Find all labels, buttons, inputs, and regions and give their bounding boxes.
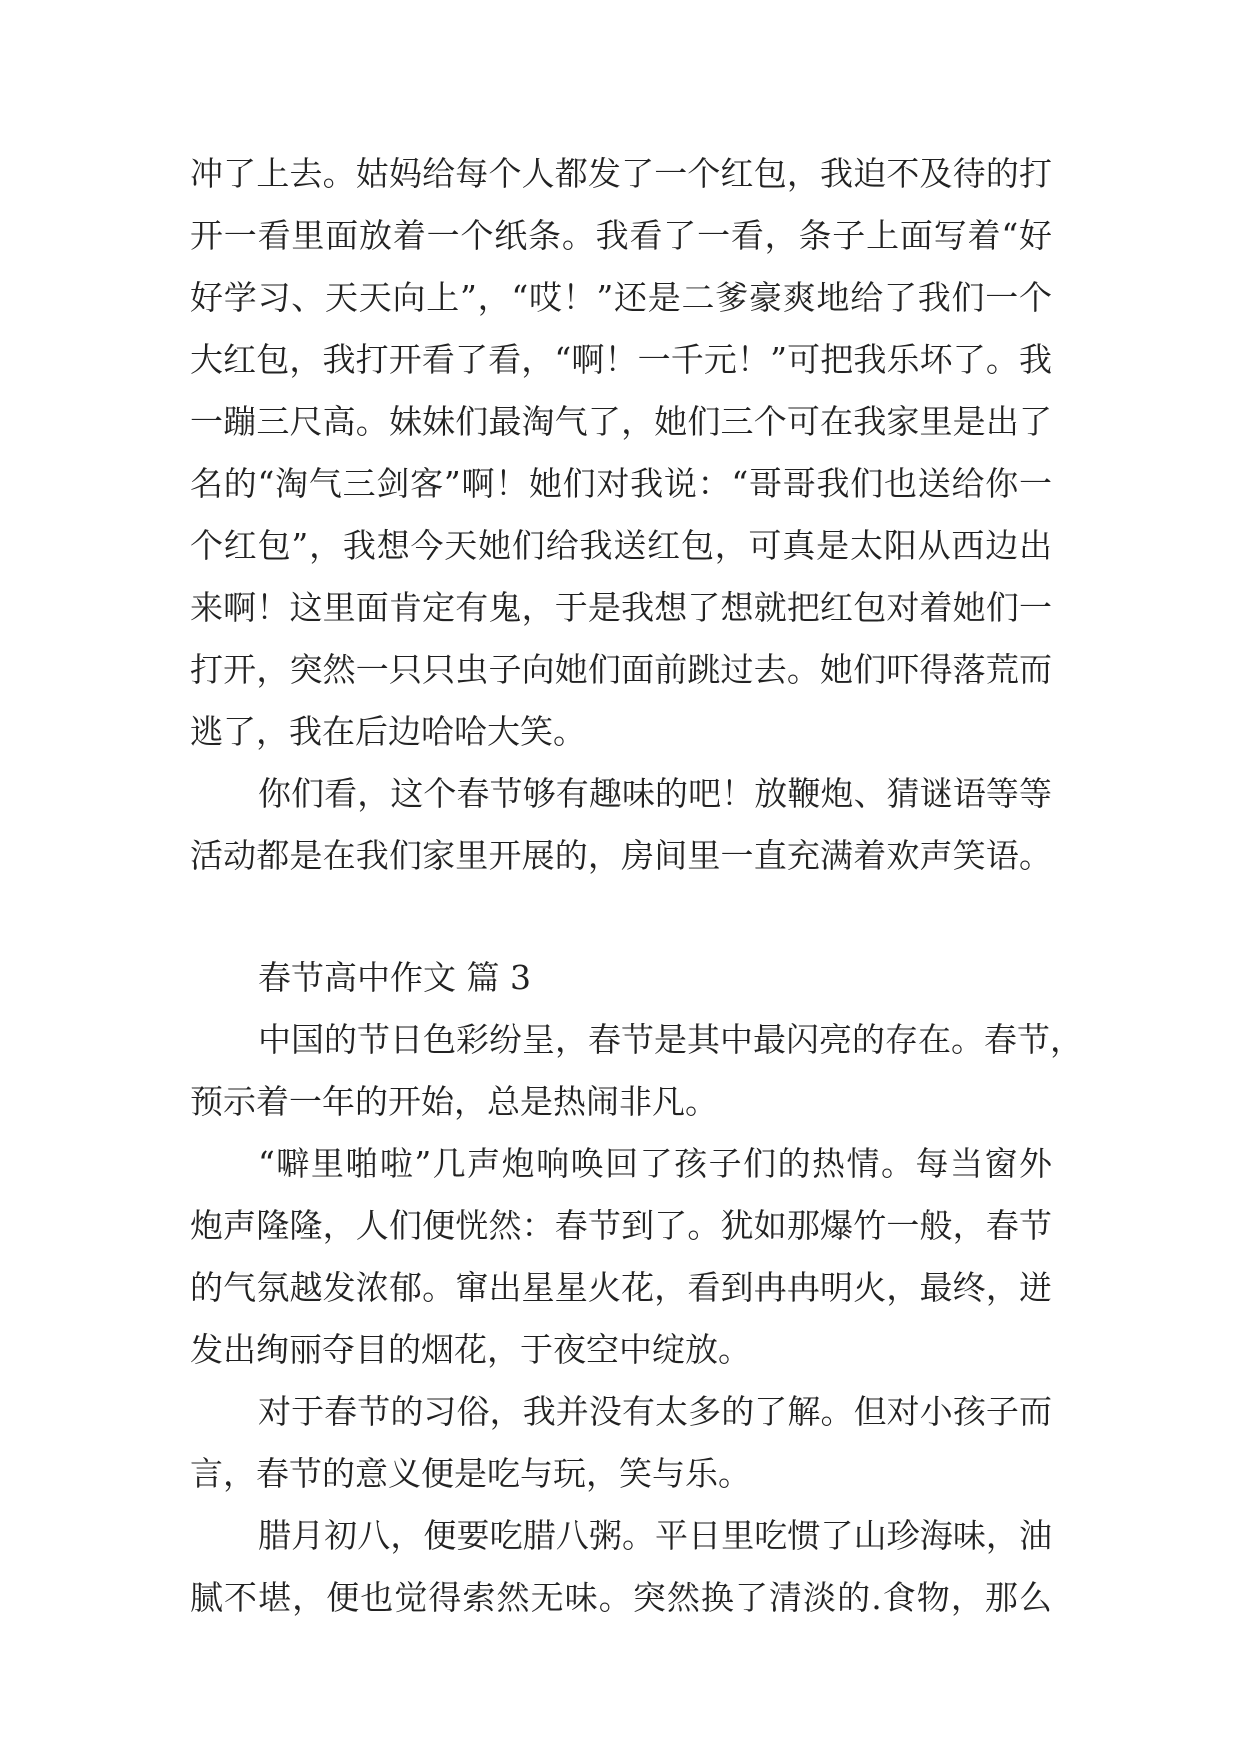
paragraph-line: 腊月初八，便要吃腊八粥。平日里吃惯了山珍海味，油 [258, 1516, 1052, 1555]
paragraph-line: 打开，突然一只只虫子向她们面前跳过去。她们吓得落荒而 [190, 650, 1052, 689]
paragraph-line: 的气氛越发浓郁。窜出星星火花，看到冉冉明火，最终，迸 [190, 1268, 1052, 1307]
paragraph-line: 大红包，我打开看了看，“啊！一千元！”可把我乐坏了。我 [190, 340, 1052, 379]
paragraph-line: 活动都是在我们家里开展的，房间里一直充满着欢声笑语。 [190, 836, 1052, 875]
paragraph-line: “噼里啪啦”几声炮响唤回了孩子们的热情。每当窗外 [258, 1144, 1052, 1183]
paragraph-line: 逃了，我在后边哈哈大笑。 [190, 712, 586, 751]
paragraph-line: 中国的节日色彩纷呈，春节是其中最闪亮的存在。春节， [258, 1020, 1083, 1059]
paragraph-line: 腻不堪，便也觉得索然无味。突然换了清淡的.食物，那么 [190, 1578, 1052, 1617]
paragraph-line: 发出绚丽夺目的烟花，于夜空中绽放。 [190, 1330, 751, 1369]
paragraph-line: 好学习、天天向上”，“哎！”还是二爹豪爽地给了我们一个 [190, 278, 1052, 317]
paragraph-line: 对于春节的习俗，我并没有太多的了解。但对小孩子而 [258, 1392, 1052, 1431]
section-heading: 春节高中作文 篇 3 [258, 958, 531, 997]
paragraph-line: 名的“淘气三剑客”啊！她们对我说：“哥哥我们也送给你一 [190, 464, 1052, 503]
paragraph-line: 冲了上去。姑妈给每个人都发了一个红包，我迫不及待的打 [190, 154, 1052, 193]
paragraph-line: 来啊！这里面肯定有鬼，于是我想了想就把红包对着她们一 [190, 588, 1052, 627]
paragraph-line: 言，春节的意义便是吃与玩，笑与乐。 [190, 1454, 751, 1493]
paragraph-line: 炮声隆隆，人们便恍然：春节到了。犹如那爆竹一般，春节 [190, 1206, 1052, 1245]
paragraph-line: 预示着一年的开始，总是热闹非凡。 [190, 1082, 718, 1121]
paragraph-line: 一蹦三尺高。妹妹们最淘气了，她们三个可在我家里是出了 [190, 402, 1052, 441]
paragraph-line: 开一看里面放着一个纸条。我看了一看，条子上面写着“好 [190, 216, 1052, 255]
paragraph-line: 你们看，这个春节够有趣味的吧！放鞭炮、猜谜语等等 [258, 774, 1052, 813]
paragraph-line: 个红包”，我想今天她们给我送红包，可真是太阳从西边出 [190, 526, 1052, 565]
